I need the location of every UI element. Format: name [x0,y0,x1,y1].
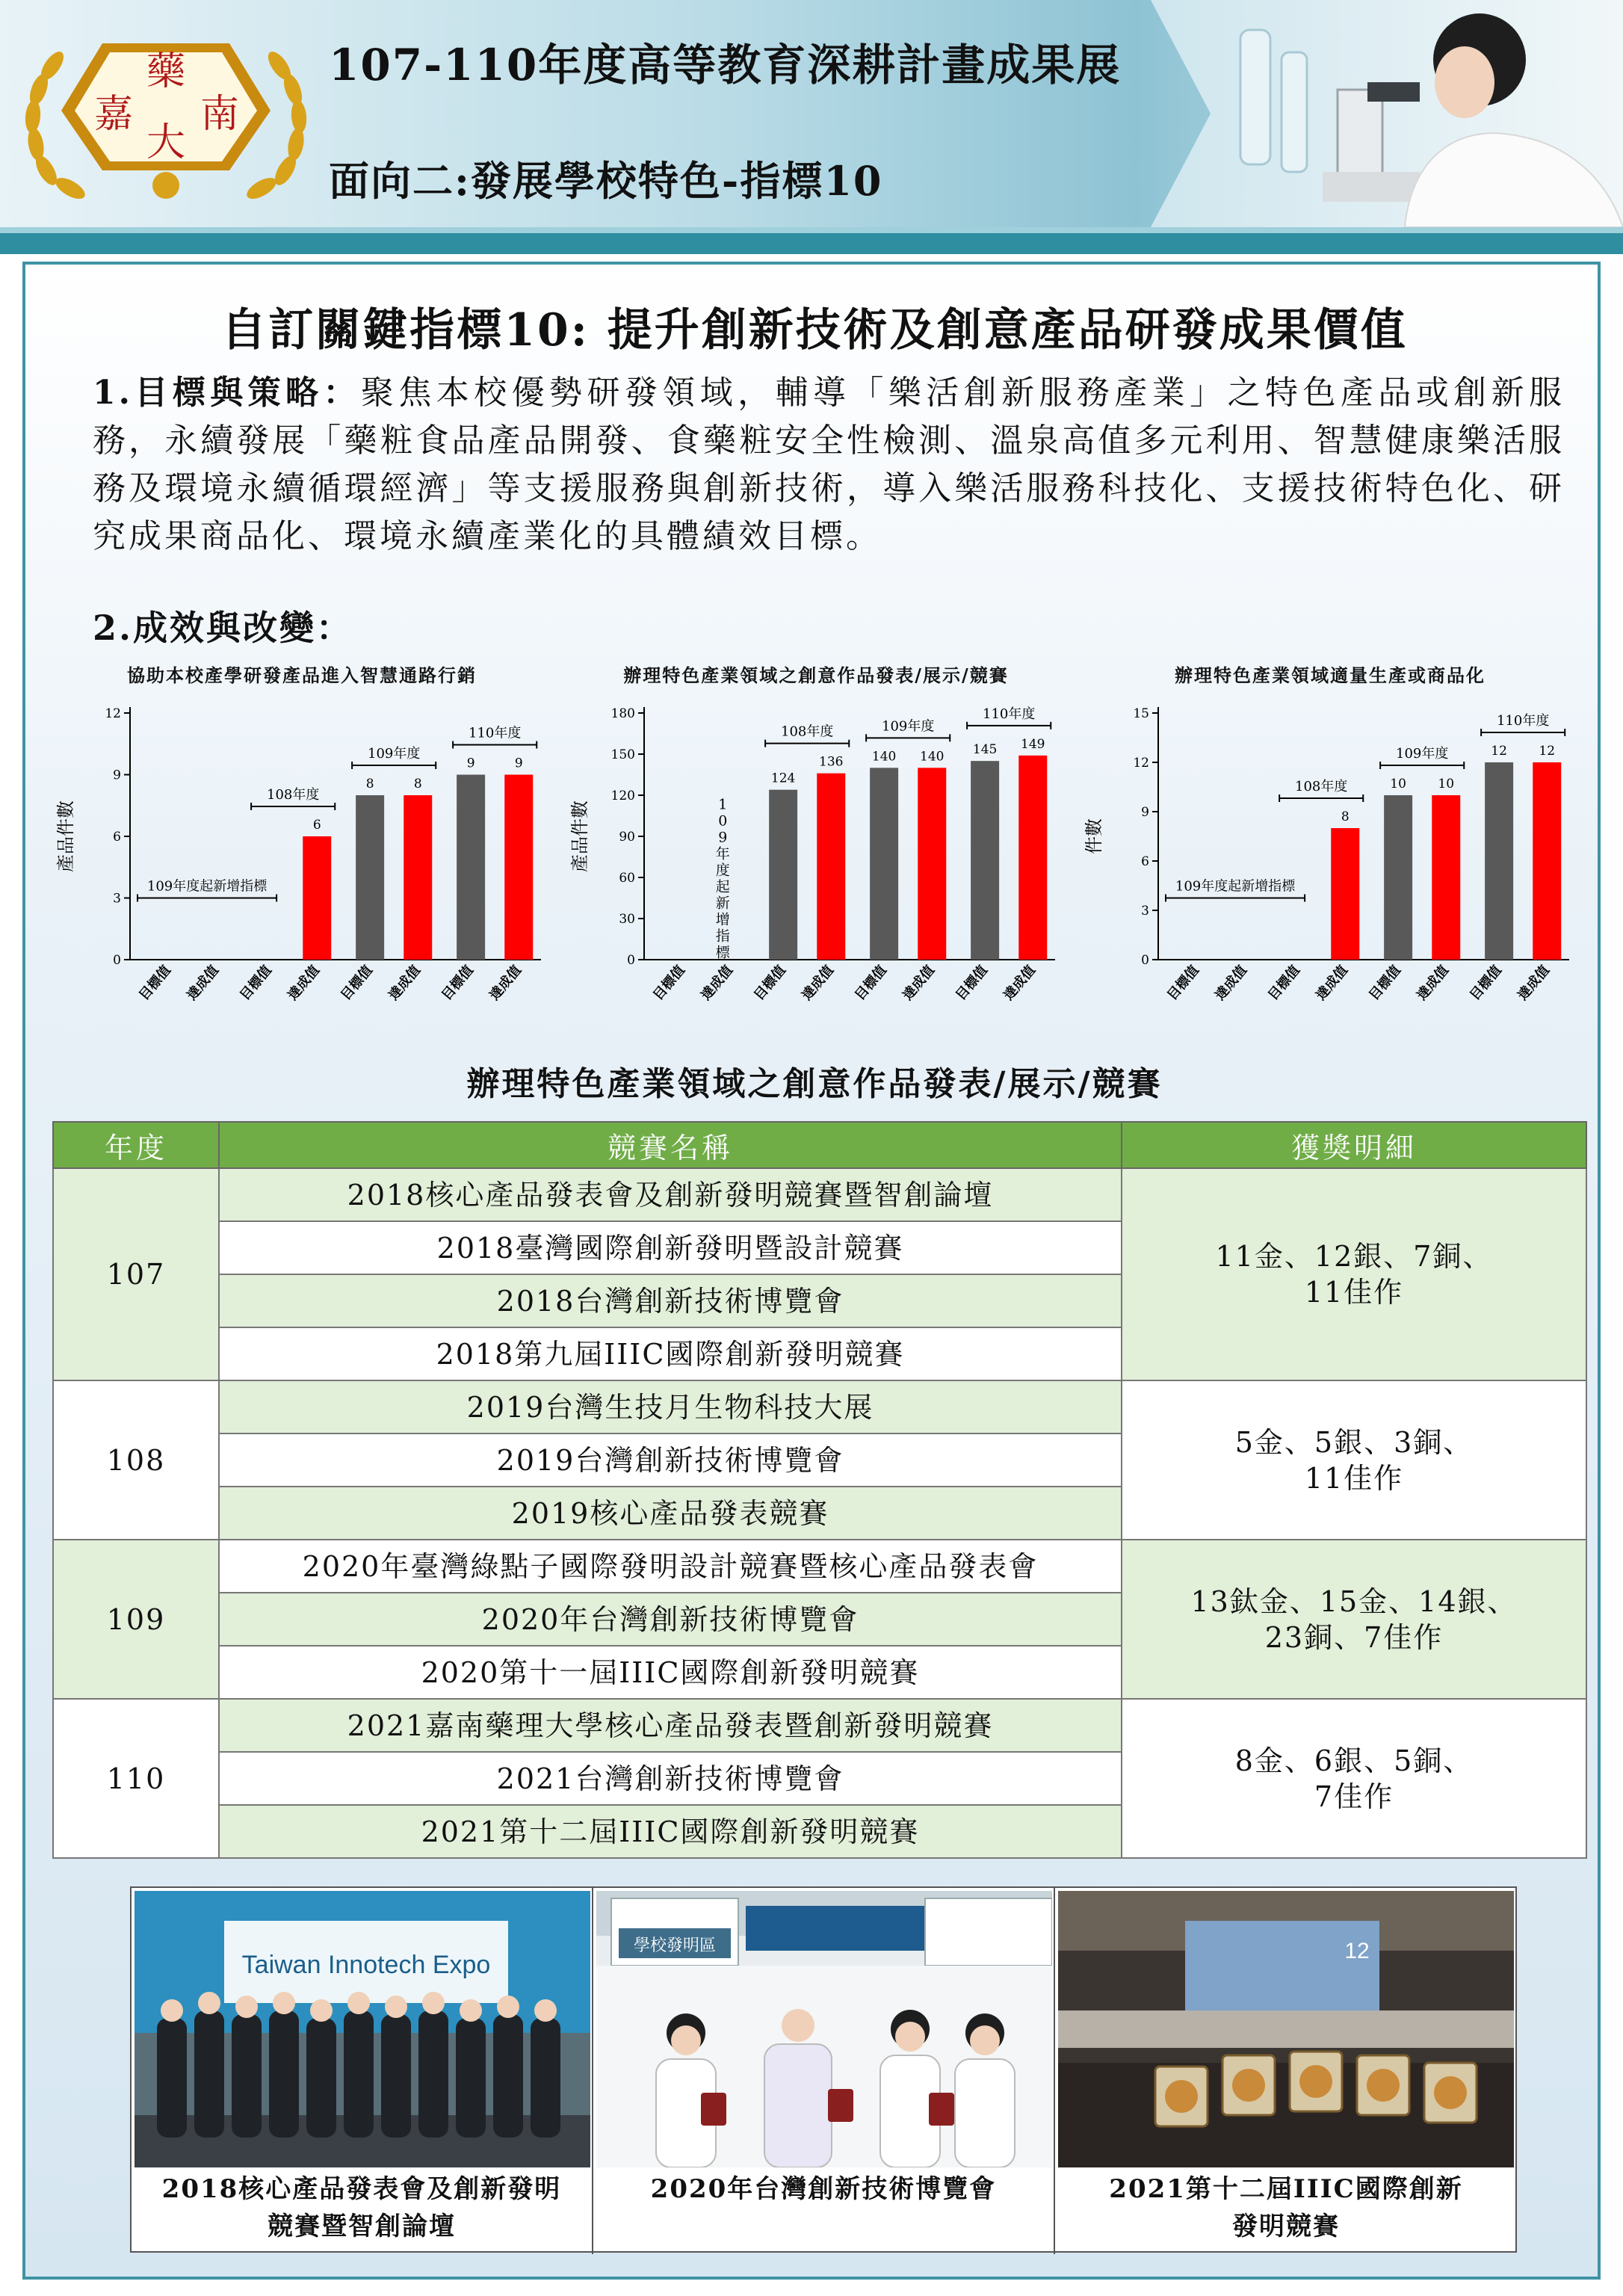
x-tick-label: 目標值 [650,962,688,1004]
y-tick-label: 3 [1141,904,1149,919]
award-line: 8金、6銀、5銅、 [1234,1744,1474,1777]
group-award-photo [135,1891,590,2167]
x-tick-label: 達成值 [698,962,737,1004]
bar-achieved [1432,795,1460,960]
event-cell: 2018核心產品發表會及創新發明競賽暨智創論壇 [219,1168,1122,1221]
y-axis-label: 產品件數 [55,800,76,872]
award-cell [1122,1699,1586,1858]
bar-target [1485,762,1513,960]
x-tick-label: 目標值 [1366,962,1404,1004]
goal-strategy-text: 聚焦本校優勢研發領域，輔導「樂活創新服務產業」之特色產品或創新服務，永續發展「藥粧食品產品開發、食藥粧安全性檢測、溫泉高值多元利用、智慧健康樂活服務及環境永續循環經濟」等支援服務與創新技術，導入樂活服務科技化、支援技術特色化、研究成果商品化、環境永續產業化的具體績效目標。 [93,374,1565,555]
photo-2021-iiic [1055,1888,1517,2254]
photo-gallery [130,1886,1517,2253]
award-line: 23銅、7佳作 [1264,1620,1444,1654]
group-label: 108年度 [1295,779,1348,794]
event-cell: 2021台灣創新技術博覽會 [219,1752,1122,1805]
data-label: 12 [1491,744,1507,759]
chart-title: 辦理特色產業領域適量生產或商品化 [1175,664,1486,686]
caption-line: 2021第十二屆IIIC國際創新 [1109,2174,1463,2204]
x-tick-label: 目標值 [439,962,477,1004]
booth-sign-text: 學校發明區 [633,1937,717,1955]
y-axis-label: 件數 [1083,818,1104,854]
award-cell [1122,1540,1586,1699]
bar-target [457,775,485,960]
data-label: 8 [413,777,422,791]
note-char: 標 [715,944,730,961]
table-caption: 辦理特色產業領域之創意作品發表/展示/競賽 [466,1065,1163,1103]
group-label: 109年度 [368,746,421,762]
logo-char-3: 南 [200,92,240,137]
awards-table [52,1121,1587,1859]
note-char: 指 [715,928,730,945]
event-cell: 2018第九屆IIIC國際創新發明競賽 [219,1327,1122,1380]
group-label: 108年度 [267,787,320,803]
award-cell [1122,1168,1586,1380]
header-event: 競賽名稱 [219,1122,1122,1168]
logo-char-2: 嘉 [93,92,134,137]
y-tick-label: 15 [1133,706,1149,721]
data-label: 145 [972,742,998,758]
caption-line: 競賽暨智創論壇 [268,2212,456,2241]
group-label: 110年度 [1497,713,1550,729]
y-tick-label: 12 [105,706,121,721]
y-tick-label: 6 [113,830,121,845]
page-header [0,0,1623,254]
table-row [53,1168,1586,1221]
x-tick-label: 目標值 [338,962,376,1004]
group-label: 108年度 [781,723,834,740]
y-tick-label: 180 [610,706,635,721]
note-char: 度 [715,862,730,879]
chart-svg [1076,691,1584,1057]
x-tick-label: 達成值 [1515,962,1554,1004]
note-label: 109年度起新增指標 [1175,878,1296,895]
screen-text: 12 [1344,1939,1370,1963]
x-tick-label: 達成值 [799,962,838,1004]
expo-sign-text: Taiwan Innotech Expo [241,1951,491,1979]
table-row [53,1540,1586,1593]
event-cell: 2021嘉南藥理大學核心產品發表暨創新發明競賽 [219,1699,1122,1752]
data-label: 8 [365,777,374,791]
y-axis-label: 產品件數 [569,800,590,872]
x-tick-label: 達成值 [1001,962,1039,1004]
event-cell: 2021第十二屆IIIC國際創新發明競賽 [219,1805,1122,1858]
year-cell: 110 [53,1699,219,1858]
group-label: 110年度 [983,706,1036,722]
photo-caption [1055,2170,1517,2245]
x-tick-label: 達成值 [1212,962,1251,1004]
y-tick-label: 12 [1133,756,1149,771]
event-cell: 2020第十一屆IIIC國際創新發明競賽 [219,1646,1122,1699]
photo-caption [593,2170,1054,2208]
y-tick-label: 120 [610,789,635,803]
x-tick-label: 達成值 [184,962,223,1004]
goal-strategy-label: 1.目標與策略： [93,374,361,412]
bar-achieved [918,768,946,960]
data-label: 10 [1390,777,1406,791]
note-char: 0 [718,812,728,830]
chart-title: 辦理特色產業領域之創意作品發表/展示/競賽 [623,664,1009,686]
bar-achieved [303,836,331,960]
data-label: 6 [312,818,321,833]
x-tick-label: 達成值 [386,962,424,1004]
data-label: 140 [871,749,897,765]
data-label: 140 [920,749,945,765]
award-line: 5金、5銀、3銅、 [1234,1425,1474,1459]
y-tick-label: 60 [619,871,635,886]
goal-strategy-paragraph [93,369,1565,561]
x-tick-label: 目標值 [136,962,174,1004]
caption-line: 2020年台灣創新技術博覽會 [650,2174,997,2204]
event-cell: 2019核心產品發表競賽 [219,1487,1122,1540]
data-label: 9 [466,756,475,771]
note-char: 起 [715,878,730,895]
y-tick-label: 90 [619,830,635,845]
y-tick-label: 3 [113,891,121,907]
award-cell [1122,1380,1586,1540]
award-line: 11佳作 [1304,1276,1404,1309]
caption-line: 發明競賽 [1232,2212,1340,2241]
bar-target [356,795,384,960]
y-tick-label: 0 [1141,953,1149,968]
bar-achieved [1533,762,1561,960]
header-title: 107-110年度高等教育深耕計畫成果展 [329,40,1122,90]
event-cell: 2018台灣創新技術博覽會 [219,1274,1122,1327]
bar-achieved [404,795,432,960]
university-logo [16,21,315,208]
note-char: 年 [715,845,730,862]
data-label: 124 [770,771,796,786]
event-cell: 2019台灣創新技術博覽會 [219,1434,1122,1487]
data-label: 136 [819,754,844,770]
lab-researcher-photo [1151,0,1623,227]
table-row [53,1380,1586,1434]
photo-2020-expo [593,1888,1055,2254]
logo-char-1: 藥 [146,49,186,94]
bar-target [870,768,898,960]
year-cell: 108 [53,1380,219,1540]
data-label: 8 [1341,809,1350,824]
event-cell: 2020年臺灣綠點子國際發明設計競賽暨核心產品發表會 [219,1540,1122,1593]
year-cell: 109 [53,1540,219,1699]
x-tick-label: 目標值 [751,962,789,1004]
bar-target [1384,795,1412,960]
x-tick-label: 目標值 [1265,962,1303,1004]
content-panel [22,262,1601,2280]
bar-target [971,761,999,960]
results-heading: 2.成效與改變： [93,608,353,648]
x-tick-label: 目標值 [852,962,890,1004]
note-char: 9 [718,829,728,846]
medals-photo [1058,1891,1514,2167]
event-cell: 2020年台灣創新技術博覽會 [219,1593,1122,1646]
chart-svg [562,691,1070,1057]
y-tick-label: 9 [113,768,121,783]
y-tick-label: 9 [1141,805,1149,820]
event-cell: 2019台灣生技月生物科技大展 [219,1380,1122,1434]
y-tick-label: 0 [627,953,635,968]
caption-line: 2018核心產品發表會及創新發明 [161,2174,562,2204]
group-label: 109年度 [882,718,935,735]
data-label: 9 [514,756,523,771]
group-label: 109年度 [1396,746,1449,762]
bar-achieved [504,775,533,960]
header-awards: 獲獎明細 [1122,1122,1586,1168]
x-tick-label: 達成值 [285,962,324,1004]
chart-title: 協助本校產學研發產品進入智慧通路行銷 [127,664,477,686]
bar-achieved [1331,828,1359,960]
table-header-row [53,1122,1586,1168]
x-tick-label: 目標值 [1467,962,1505,1004]
logo-char-4: 大 [146,120,186,165]
bar-achieved [1018,756,1047,960]
x-tick-label: 達成值 [486,962,525,1004]
award-line: 11佳作 [1304,1461,1404,1495]
year-cell: 107 [53,1168,219,1380]
note-label: 109年度起新增指標 [146,878,268,895]
y-tick-label: 30 [619,912,635,927]
note-char: 新 [715,895,730,912]
table-row [53,1699,1586,1752]
y-tick-label: 6 [1141,854,1149,869]
data-label: 10 [1438,777,1455,791]
x-tick-label: 達成值 [1414,962,1453,1004]
note-char: 1 [718,796,728,813]
page-title: 自訂關鍵指標10: 提升創新技術及創意產品研發成果價值 [221,304,1408,357]
x-tick-label: 目標值 [953,962,991,1004]
x-tick-label: 達成值 [1313,962,1352,1004]
header-year: 年度 [53,1122,219,1168]
award-line: 11金、12銀、7銅、 [1215,1240,1493,1273]
y-tick-label: 150 [610,747,635,762]
bar-target [769,790,797,960]
event-cell: 2018臺灣國際創新發明暨設計競賽 [219,1221,1122,1274]
x-tick-label: 達成值 [900,962,939,1004]
chart-svg [48,691,556,1057]
data-label: 12 [1539,744,1556,759]
group-label: 110年度 [469,725,522,741]
y-tick-label: 0 [113,953,121,968]
award-line: 13鈦金、15金、14銀、 [1190,1584,1518,1618]
header-subtitle: 面向二:發展學校特色-指標10 [329,157,883,205]
x-tick-label: 目標值 [237,962,275,1004]
photo-caption [132,2170,592,2245]
note-char: 增 [715,911,730,928]
booth-award-photo [596,1891,1052,2167]
bar-achieved [817,774,845,960]
x-tick-label: 目標值 [1164,962,1202,1004]
award-line: 7佳作 [1314,1780,1394,1813]
data-label: 149 [1021,736,1045,752]
photo-2018-expo [132,1888,593,2254]
